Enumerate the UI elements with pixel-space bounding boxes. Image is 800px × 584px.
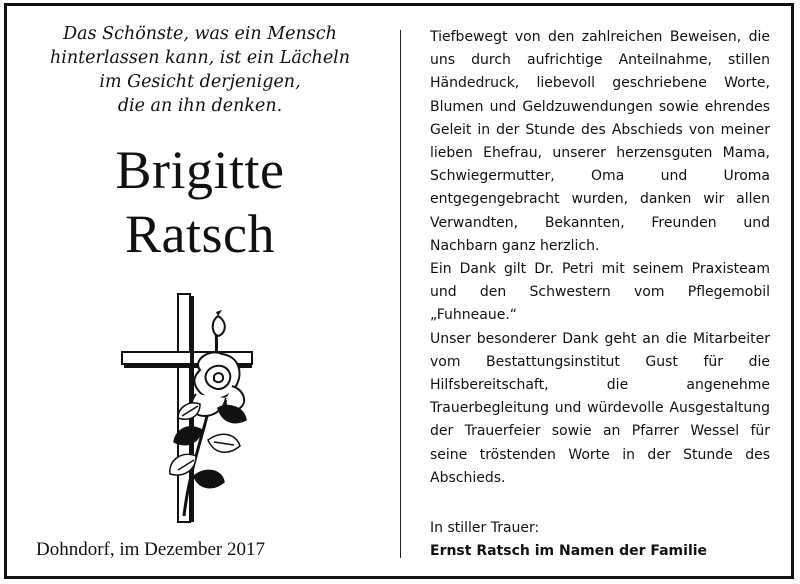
- cross-with-rose-icon: [118, 290, 258, 530]
- quote-line: Das Schönste, was ein Mensch: [63, 24, 337, 44]
- mourning-intro: In stiller Trauer:: [430, 520, 540, 536]
- thanks-paragraph: Tiefbewegt von den zahlreichen Beweisen, die uns durch aufrichtige Anteilnahme, stillen Händedruck, liebevoll geschriebene Worte, Blumen und Geldzuwendungen sowie ehrendes Geleit in der Stunde des Abschieds von meiner lieben Ehefrau, unserer herzensguten Mama, Schwiegermutter, Oma und Uroma entgegengebracht wurden, danken wir allen Verwandten, Bekannten, Freunden und Nachbarn ganz herzlich.: [430, 29, 770, 254]
- quote-line: im Gesicht derjenigen,: [99, 72, 301, 92]
- column-divider: [400, 30, 401, 558]
- quote-line: hinterlassen kann, ist ein Lächeln: [49, 48, 351, 68]
- thanks-text: [430, 26, 770, 490]
- deceased-first-name: Brigitte: [115, 140, 285, 200]
- thanks-paragraph: Ein Dank gilt Dr. Petri mit seinem Praxisteam und den Schwestern vom Pflegemobil „Fuhneaue.“: [430, 261, 770, 324]
- deceased-last-name: Ratsch: [125, 204, 275, 264]
- family-signature: Ernst Ratsch im Namen der Familie: [430, 543, 708, 559]
- thanks-paragraph: Unser besonderer Dank geht an die Mitarbeiter vom Bestattungsinstitut Gust für die Hilfsbereitschaft, die angenehme Trauerbegleitung und würdevolle Ausgestaltung der Trauerfeier sowie an Pfarrer Wessel für seine tröstenden Worte in der Stunde des Abschieds.: [430, 330, 770, 486]
- place-and-date: Dohndorf, im Dezember 2017: [36, 539, 265, 560]
- quote-line: die an ihn denken.: [117, 96, 283, 116]
- memorial-quote: [20, 22, 380, 118]
